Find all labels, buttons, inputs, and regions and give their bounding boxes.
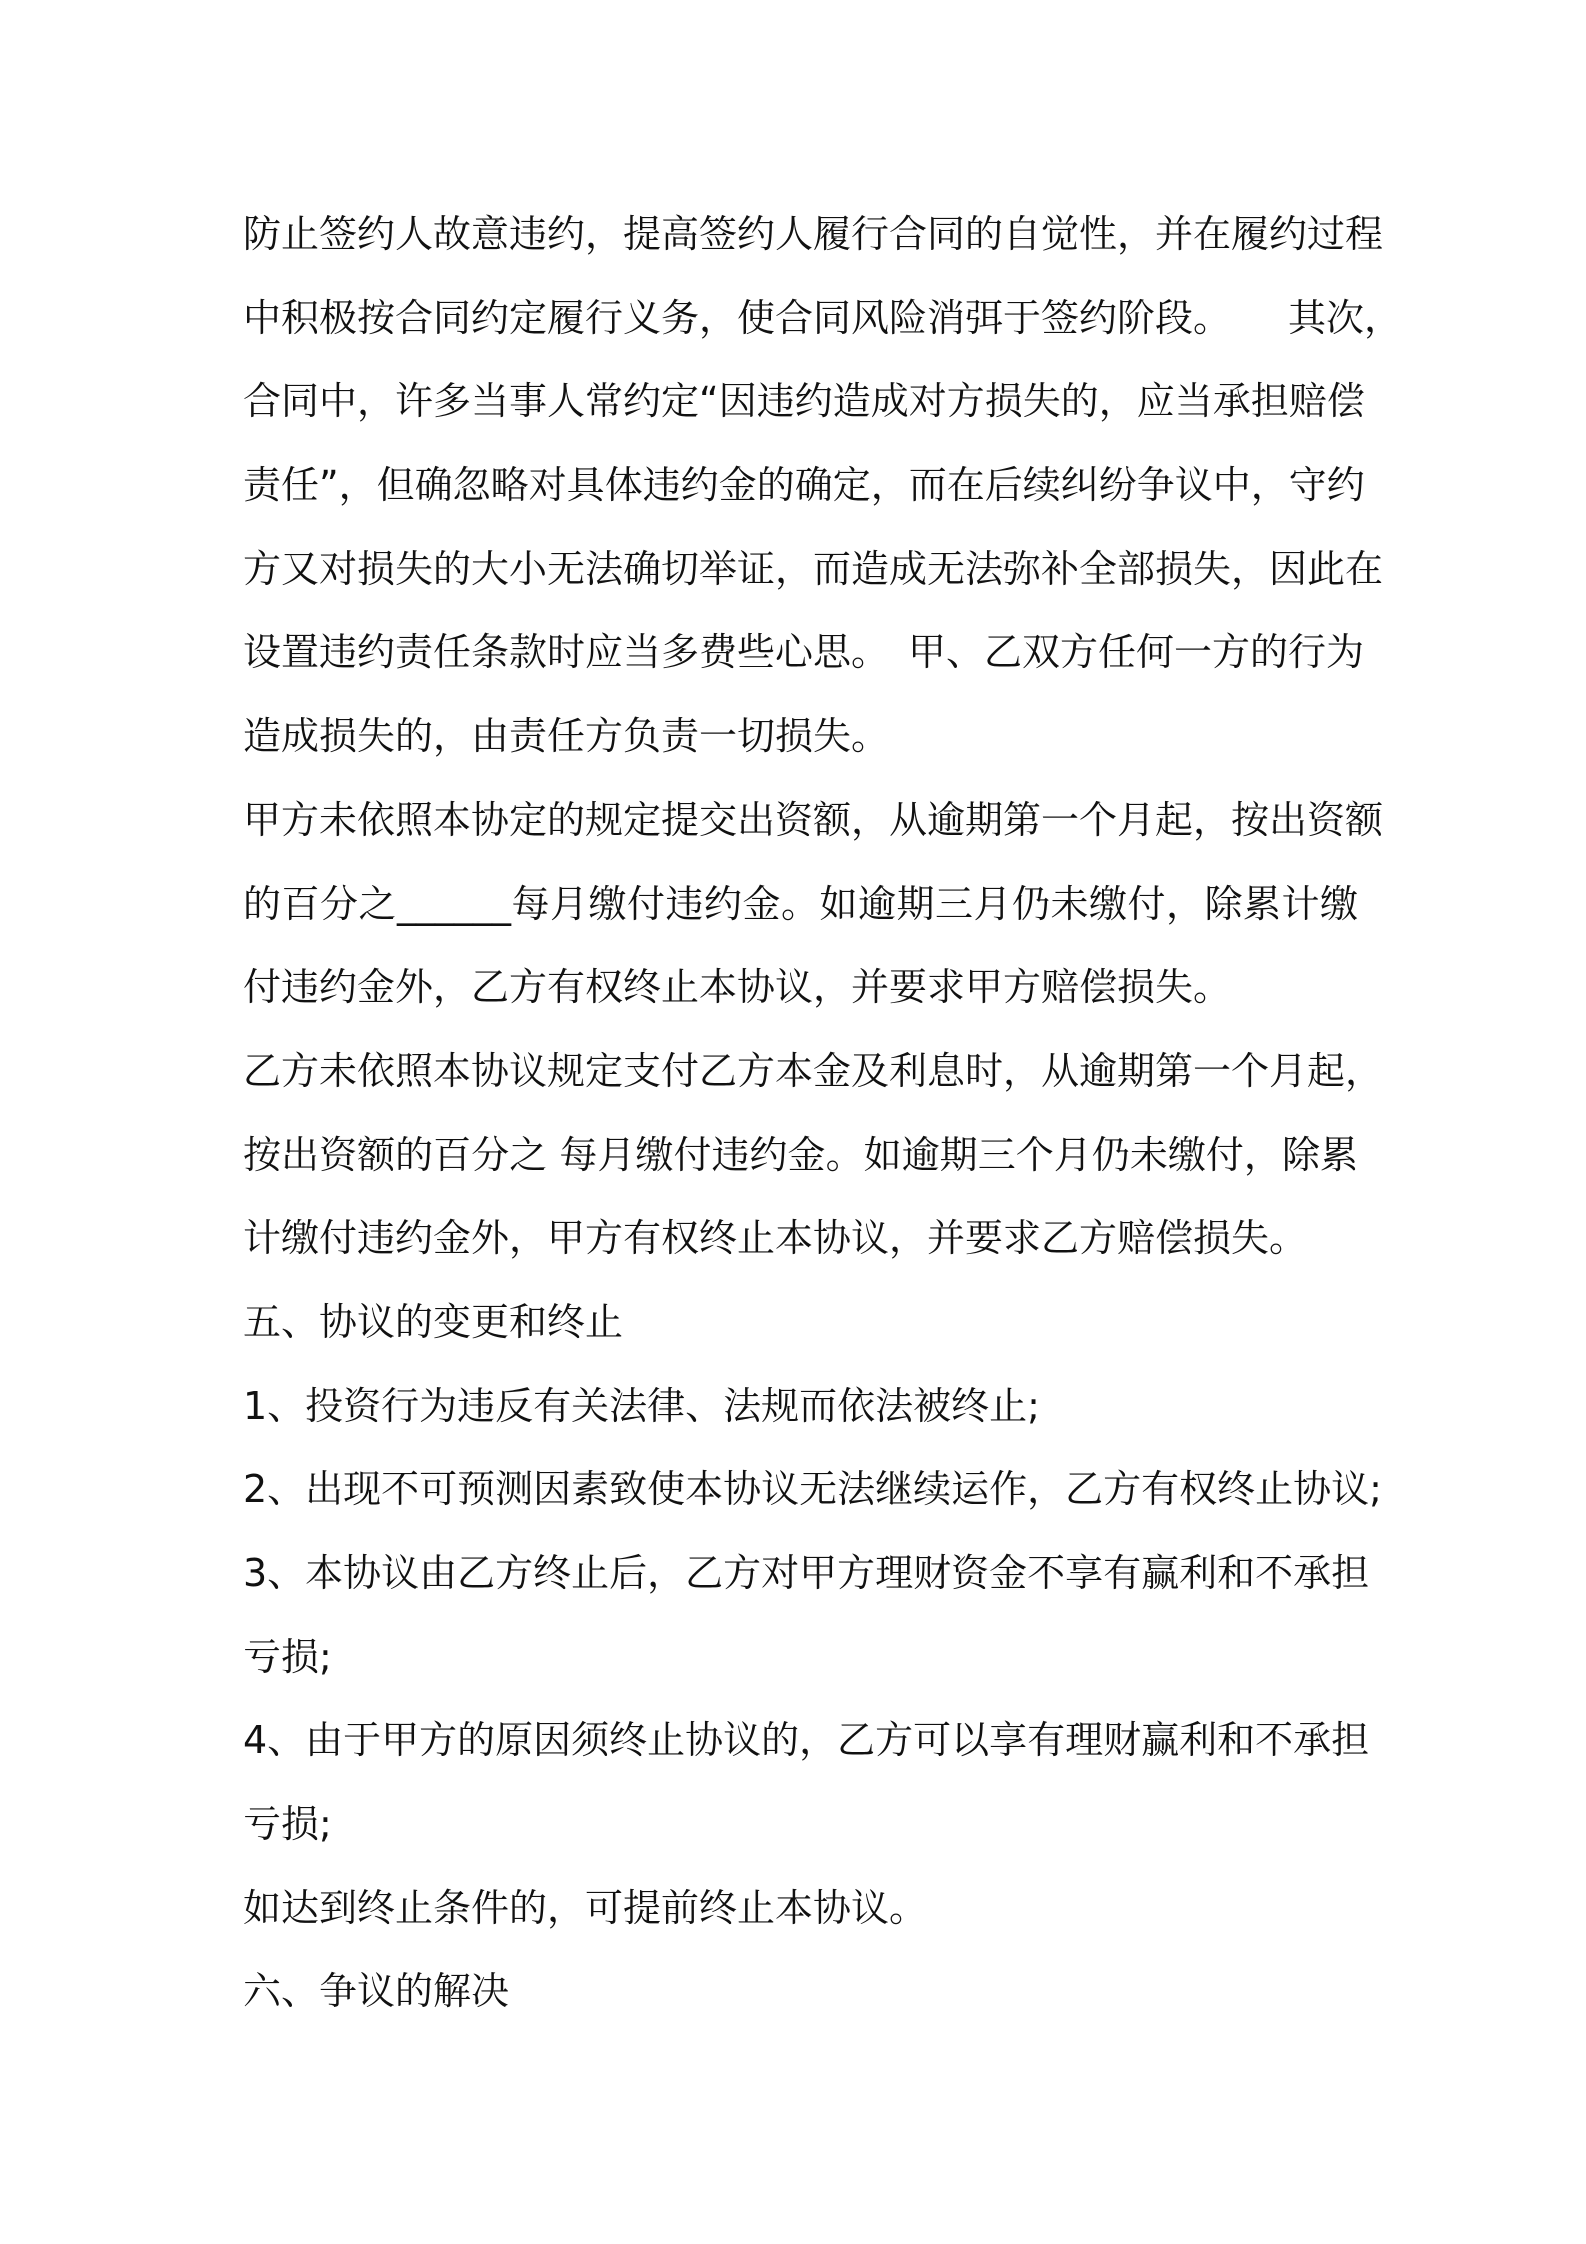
text-line: 造成损失的，由责任方负责一切损失。 [243, 714, 890, 759]
text-line: 的百分之______每月缴付违约金。如逾期三月仍未缴付，除累计缴 [243, 881, 1358, 926]
list-item: 1、投资行为违反有关法律、法规而依法被终止; [243, 1383, 1040, 1428]
text-line: 按出资额的百分之 每月缴付违约金。如逾期三个月仍未缴付，除累 [243, 1132, 1358, 1177]
text-line: 付违约金外，乙方有权终止本协议，并要求甲方赔偿损失。 [243, 965, 1232, 1010]
text-line: 合同中，许多当事人常约定“因违约造成对方损失的，应当承担赔偿 [243, 379, 1365, 424]
text-line: 如达到终止条件的，可提前终止本协议。 [243, 1885, 928, 1930]
list-item: 2、出现不可预测因素致使本协议无法继续运作，乙方有权终止协议; [243, 1467, 1382, 1512]
list-item: 4、由于甲方的原因须终止协议的，乙方可以享有理财赢利和不承担 [243, 1718, 1370, 1763]
text-line: 计缴付违约金外，甲方有权终止本协议，并要求乙方赔偿损失。 [243, 1216, 1308, 1261]
text-line: 防止签约人故意违约，提高签约人履行合同的自觉性，并在履约过程 [243, 212, 1384, 256]
list-item-continuation: 亏损; [243, 1634, 332, 1679]
section-heading: 五、协议的变更和终止 [243, 1299, 624, 1344]
text-line: 设置违约责任条款时应当多费些心思。 甲、乙双方任何一方的行为 [243, 630, 1365, 675]
section-heading: 六、争议的解决 [243, 1969, 510, 2014]
document-body [243, 193, 1403, 2034]
text-line: 甲方未依照本协定的规定提交出资额，从逾期第一个月起，按出资额 [243, 797, 1384, 842]
text-line: 中积极按合同约定履行义务，使合同风险消弭于签约阶段。 其次， [243, 295, 1403, 340]
list-item: 3、本协议由乙方终止后，乙方对甲方理财资金不享有赢利和不承担 [243, 1551, 1370, 1595]
text-line: 乙方未依照本协议规定支付乙方本金及利息时，从逾期第一个月起， [243, 1048, 1384, 1093]
text-line: 责任”，但确忽略对具体违约金的确定，而在后续纠纷争议中，守约 [243, 463, 1365, 508]
list-item-continuation: 亏损; [243, 1802, 332, 1847]
text-line: 方又对损失的大小无法确切举证，而造成无法弥补全部损失，因此在 [243, 546, 1384, 591]
